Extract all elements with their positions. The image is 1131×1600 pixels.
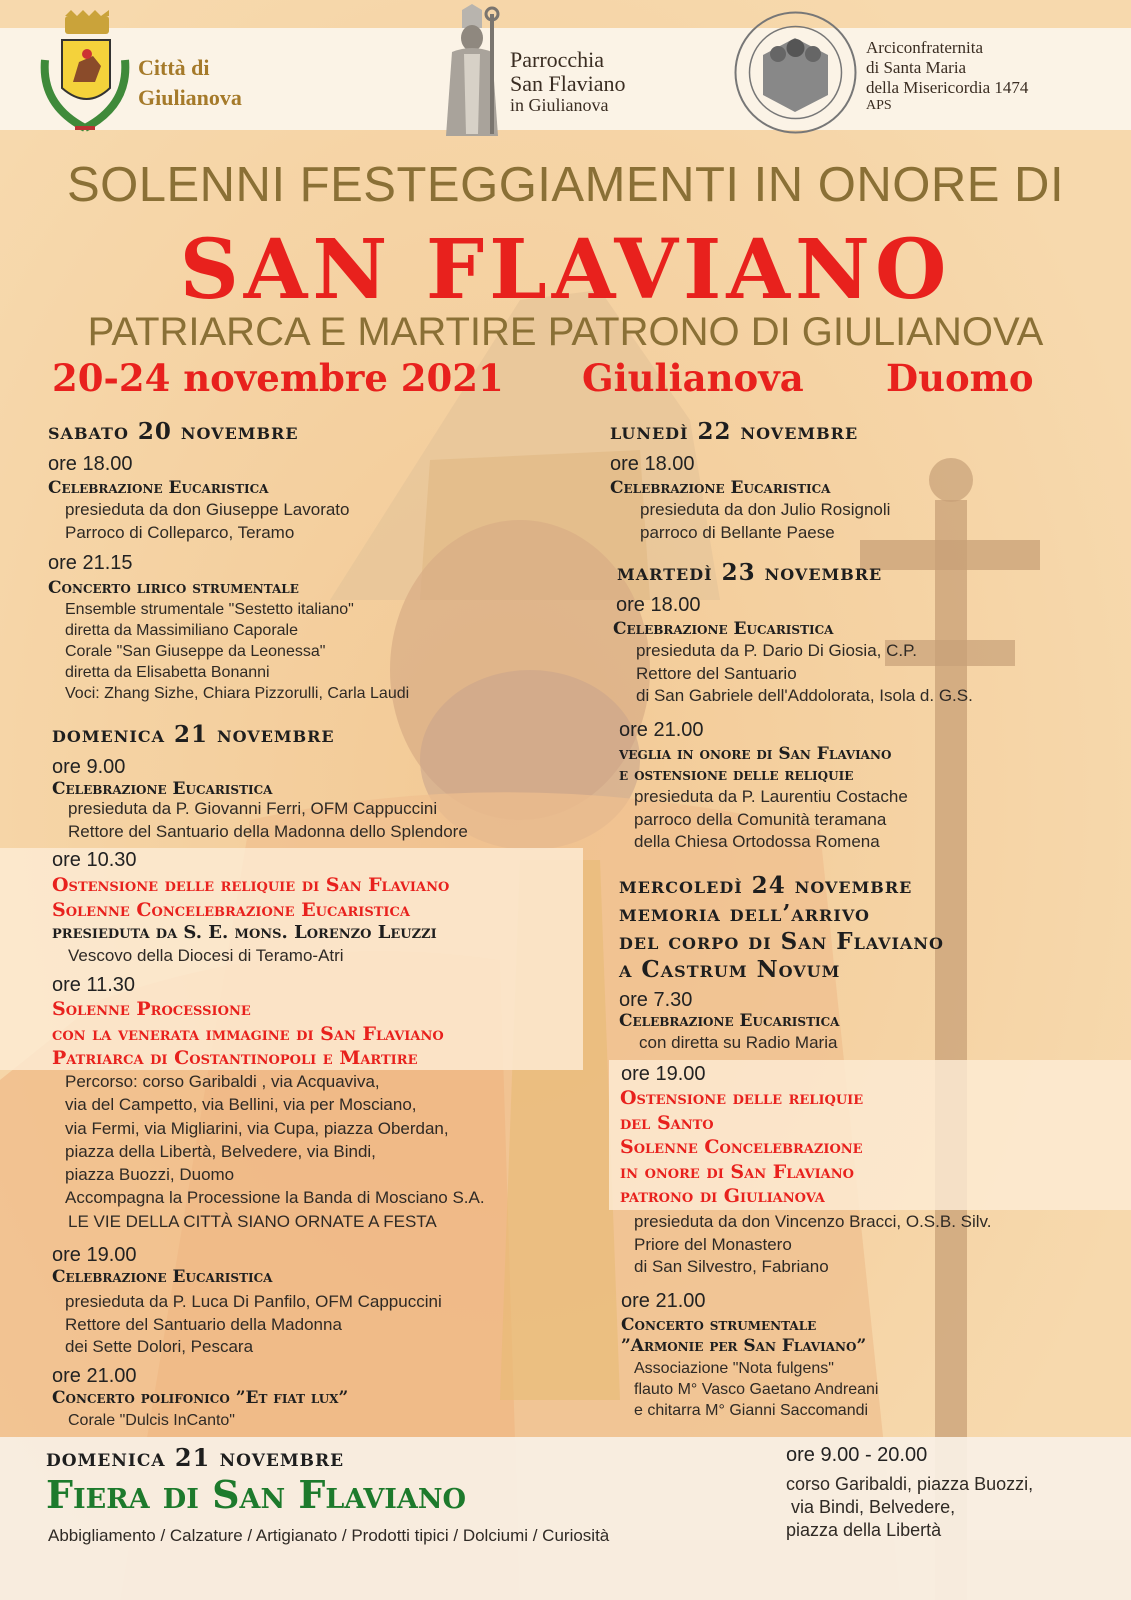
event-time: ore 7.30	[619, 989, 693, 1011]
comune-line1: Città di	[138, 55, 210, 80]
detail-line: LE VIE DELLA CITTÀ SIANO ORNATE A FESTA	[68, 1211, 437, 1231]
day-header-lunedi: lunedì 22 novembre	[610, 418, 859, 445]
event-title-block	[52, 873, 449, 943]
event-title: Celebrazione Eucaristica	[48, 478, 269, 498]
red-title-line: Ostensione delle reliquie di San Flaviano	[52, 874, 450, 896]
fiera-time: ore 9.00 - 20.00	[786, 1444, 928, 1466]
detail-line: diretta da Elisabetta Bonanni	[65, 664, 270, 681]
coat-of-arms-icon	[35, 10, 135, 140]
detail-line: via del Campetto, via Bellini, via per Mosciano,	[65, 1095, 417, 1115]
festivity-title: SOLENNI FESTEGGIAMENTI IN ONORE DI	[66, 158, 1065, 212]
memoria-line: memoria dell’arrivo	[619, 900, 870, 927]
memoria-line: del corpo di San Flaviano	[619, 928, 944, 955]
event-time: ore 18.00	[610, 453, 695, 475]
event-time: ore 18.00	[48, 453, 133, 475]
parrocchia-line1: Parrocchia	[510, 47, 605, 72]
event-detail	[65, 499, 349, 544]
detail-line: Associazione "Nota fulgens"	[634, 1360, 834, 1377]
confraternita-line3: della Misericordia 1474	[866, 78, 1029, 98]
event-title-block	[52, 997, 444, 1071]
detail-line: parroco di Bellante Paese	[640, 522, 835, 542]
detail-line: presieduta da don Julio Rosignoli	[640, 500, 891, 519]
memoria-line: a Castrum Novum	[619, 956, 841, 983]
detail-line: della Chiesa Ortodossa Romena	[634, 832, 880, 851]
comune-line2: Giulianova	[138, 84, 242, 110]
detail-line: piazza Buozzi, Duomo	[65, 1165, 235, 1185]
event-detail	[634, 1358, 878, 1421]
title-line: Concerto strumentale	[621, 1315, 817, 1335]
fiera-title: Fiera di San Flaviano	[46, 1472, 467, 1517]
detail-line: e chitarra M° Gianni Saccomandi	[634, 1402, 869, 1419]
event-time: ore 18.00	[616, 594, 701, 616]
detail-line: presieduta da P. Giovanni Ferri, OFM Cappuccini	[68, 799, 438, 818]
detail-line: presieduta da don Giuseppe Lavorato	[65, 500, 350, 519]
detail-line: presieduta da P. Dario Di Giosia, C.P.	[636, 641, 917, 660]
detail-line: parroco della Comunità teramana	[634, 809, 887, 829]
event-city: Giulianova	[582, 356, 804, 400]
procession-route	[65, 1070, 485, 1233]
title-line: ”Armonie per San Flaviano”	[621, 1336, 867, 1356]
event-detail	[636, 640, 973, 708]
detail-line: Percorso: corso Garibaldi , via Acquaviva,	[65, 1072, 380, 1091]
red-title-line: Solenne Concelebrazione	[620, 1136, 863, 1158]
event-dates: 20-24 novembre 2021	[52, 356, 504, 400]
mercoledi-header-block	[619, 872, 944, 984]
event-title-block	[620, 1086, 863, 1209]
event-title: Celebrazione Eucaristica	[613, 619, 834, 639]
detail-line: Voci: Zhang Sizhe, Chiara Pizzorulli, Carla Laudi	[65, 685, 410, 702]
event-detail	[640, 499, 890, 544]
event-title: Celebrazione Eucaristica	[610, 478, 831, 498]
red-title-line: Patriarca di Costantinopoli e Martire	[52, 1047, 418, 1069]
detail-line: Rettore del Santuario della Madonna dello Splendore	[68, 821, 468, 841]
detail-line: via Fermi, via Migliarini, via Cupa, piazza Oberdan,	[65, 1118, 449, 1138]
event-time: ore 11.30	[52, 974, 136, 996]
event-time: ore 19.00	[52, 1244, 137, 1266]
red-title-line: in onore di San Flaviano	[620, 1160, 854, 1183]
detail-line: presieduta da P. Laurentiu Costache	[634, 787, 908, 806]
event-time: ore 21.15	[48, 552, 133, 574]
event-detail	[65, 1291, 442, 1359]
red-title-line: Solenne Processione	[52, 998, 251, 1020]
detail-line: Accompagna la Processione la Banda di Mosciano S.A.	[65, 1188, 485, 1208]
event-title: Celebrazione Eucaristica	[52, 779, 273, 799]
detail-line: presieduta da P. Luca Di Panfilo, OFM Cappuccini	[65, 1292, 442, 1311]
title-line: veglia in onore di San Flaviano	[619, 744, 892, 764]
event-title-block	[621, 1315, 866, 1357]
confraternita-line4: APS	[866, 98, 892, 114]
confraternita-line1: Arciconfraternita	[866, 38, 984, 57]
fiera-day: domenica 21 novembre	[46, 1443, 345, 1472]
red-title-line: del Santo	[620, 1111, 714, 1134]
parrocchia-line3: in Giulianova	[510, 95, 609, 116]
event-detail: Corale "Dulcis InCanto"	[68, 1412, 235, 1429]
event-title: Celebrazione Eucaristica	[619, 1011, 840, 1031]
event-detail: con diretta su Radio Maria	[639, 1033, 838, 1052]
detail-line: Rettore del Santuario	[636, 663, 797, 683]
red-title-line: con la venerata immagine di San Flaviano	[52, 1022, 444, 1045]
location-line: corso Garibaldi, piazza Buozzi,	[786, 1474, 1034, 1494]
saint-subtitle: PATRIARCA E MARTIRE PATRONO DI GIULIANOVA	[87, 310, 1044, 354]
event-time: ore 19.00	[621, 1063, 706, 1085]
detail-line: diretta da Massimiliano Caporale	[65, 622, 298, 639]
detail-line: Parroco di Colleparco, Teramo	[65, 522, 295, 542]
event-detail	[68, 798, 468, 843]
presider-line: presieduta da S. E. mons. Lorenzo Leuzzi	[52, 922, 437, 943]
fiera-locations	[786, 1473, 1033, 1542]
day-header-domenica: domenica 21 novembre	[52, 721, 335, 748]
red-title-line: patrono di Giulianova	[620, 1185, 825, 1207]
event-title: Concerto lirico strumentale	[48, 578, 299, 598]
title-line: e ostensione delle reliquie	[619, 765, 854, 785]
detail-line: Ensemble strumentale "Sestetto italiano"	[65, 601, 354, 618]
event-title: Concerto polifonico ”Et fiat lux”	[52, 1388, 349, 1408]
event-detail	[634, 1211, 992, 1279]
event-detail: Vescovo della Diocesi di Teramo-Atri	[68, 946, 344, 965]
day-header-martedi: martedì 23 novembre	[617, 559, 883, 586]
confraternity-seal-icon	[733, 10, 858, 135]
event-time: ore 21.00	[621, 1290, 706, 1312]
event-time: ore 10.30	[52, 849, 137, 871]
saint-name-title: SAN FLAVIANO	[179, 222, 952, 318]
fiera-items: Abbigliamento / Calzature / Artigianato / Prodotti tipici / Dolciumi / Curiosità	[48, 1526, 610, 1545]
location-line: via Bindi, Belvedere,	[786, 1497, 956, 1517]
day-header-sabato: sabato 20 novembre	[48, 418, 299, 445]
event-church: Duomo	[886, 356, 1034, 400]
event-time: ore 9.00	[52, 756, 126, 778]
detail-line: Priore del Monastero	[634, 1234, 792, 1254]
event-title: Celebrazione Eucaristica	[52, 1267, 273, 1287]
detail-line: piazza della Libertà, Belvedere, via Bindi,	[65, 1141, 376, 1161]
event-time: ore 21.00	[619, 719, 704, 741]
event-detail	[634, 786, 908, 854]
detail-line: di San Silvestro, Fabriano	[634, 1257, 829, 1276]
red-title-line: Ostensione delle reliquie	[620, 1087, 864, 1109]
event-detail	[65, 599, 409, 704]
detail-line: di San Gabriele dell'Addolorata, Isola d. G.S.	[636, 686, 973, 705]
confraternita-line2: di Santa Maria	[866, 58, 967, 78]
parrocchia-line2: San Flaviano	[510, 71, 626, 97]
saint-statue-icon	[440, 4, 505, 140]
detail-line: dei Sette Dolori, Pescara	[65, 1337, 254, 1356]
detail-line: flauto M° Vasco Gaetano Andreani	[634, 1381, 879, 1398]
event-title-block	[619, 744, 891, 786]
location-line: piazza della Libertà	[786, 1520, 942, 1540]
day-header-mercoledi: mercoledì 24 novembre	[619, 872, 913, 899]
detail-line: Rettore del Santuario della Madonna	[65, 1314, 342, 1334]
red-title-line: Solenne Concelebrazione Eucaristica	[52, 898, 410, 921]
detail-line: presieduta da don Vincenzo Bracci, O.S.B. Silv.	[634, 1212, 992, 1231]
detail-line: Corale "San Giuseppe da Leonessa"	[65, 643, 326, 660]
event-time: ore 21.00	[52, 1365, 137, 1387]
